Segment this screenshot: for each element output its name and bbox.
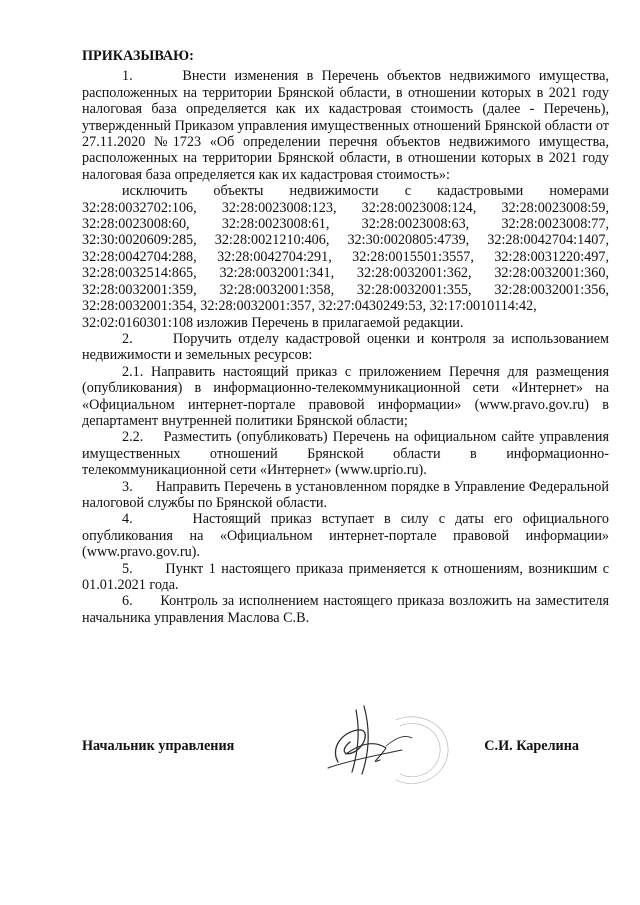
cadastral-number: 32:28:0032001:357, bbox=[200, 298, 315, 315]
cadastral-number-list bbox=[82, 200, 609, 315]
cadastral-number: 32:28:0023008:63, bbox=[361, 216, 470, 233]
cadastral-number: 32:28:0031220:497, bbox=[494, 248, 610, 265]
cadastral-number: 32:28:0032001:354, bbox=[82, 298, 197, 315]
item-3: 3. Направить Перечень в установленном порядке в Управление Федеральной налоговой службы по Брянской области. bbox=[82, 478, 609, 511]
cadastral-number: 32:28:0042704:288, bbox=[82, 248, 197, 265]
item-6: 6. Контроль за исполнением настоящего приказа возложить на заместителя начальника управления Маслова С.В. bbox=[82, 593, 609, 626]
item-1: 1. Внести изменения в Перечень объектов недвижимого имущества, расположенных на территории Брянской области, в отношении которых в 2021 году налоговая база определяется как их кадастровая стоимость (далее - Перечень), утвержденный Приказом управления имущественных отношений Брянской области от 27.11.2020 №1723 «Об определении перечня объектов недвижимого имущества, расположенных на территории Брянской области, в отношении которых в 2021 году налоговая база определяется как их кадастровая стоимость»: bbox=[82, 68, 609, 183]
cadastral-number: 32:28:0032001:355, bbox=[356, 281, 472, 298]
cadastral-number: 32:28:0023008:61, bbox=[221, 216, 330, 233]
item-2-1: 2.1. Направить настоящий приказ с приложением Перечня для размещения (опубликования) в информационно-телекоммуникационной сети «Интернет» на «Официальном интернет-портале правовой информации» (www.pravo.gov.ru) в департамент внутренней политики Брянской области; bbox=[82, 363, 609, 429]
item-2: 2. Поручить отделу кадастровой оценки и контроля за использованием недвижимости и земельных ресурсов: bbox=[82, 330, 609, 364]
cadastral-number: 32:30:0020609:285, bbox=[82, 232, 197, 249]
cadastral-number: 32:28:0042704:1407, bbox=[487, 232, 610, 249]
cadastral-number: 32:28:0023008:60, bbox=[82, 216, 190, 233]
cadastral-number: 32:28:0042704:291, bbox=[217, 248, 332, 265]
signer-name: С.И. Карелина bbox=[484, 738, 579, 754]
cadastral-number: 32:28:0032514:865, bbox=[82, 265, 197, 282]
cadastral-number: 32:28:0032001:359, bbox=[82, 281, 197, 298]
cadastral-number: 32:30:0020805:4739, bbox=[347, 232, 470, 249]
cadastral-number: 32:28:0023008:123, bbox=[221, 199, 337, 216]
cadastral-number: 32:28:0021210:406, bbox=[214, 232, 330, 249]
signer-position: Начальник управления bbox=[82, 738, 235, 754]
cadastral-number: 32:28:0032702:106, bbox=[82, 199, 197, 216]
order-document bbox=[82, 48, 609, 626]
item-5: 5. Пункт 1 настоящего приказа применяется к отношениям, возникшим с 01.01.2021 года. bbox=[82, 560, 609, 593]
cadastral-number: 32:28:0023008:77, bbox=[501, 216, 610, 233]
cadastral-number: 32:28:0032001:356, bbox=[494, 281, 609, 298]
item-2-2: 2.2. Разместить (опубликовать) Перечень на официальном сайте управления имущественных отношений Брянской области в информационно-телекоммуникационной сети «Интернет» (www.uprio.ru). bbox=[82, 429, 609, 479]
cadastral-number: 32:28:0032001:341, bbox=[219, 265, 335, 282]
exclude-intro: исключить объекты недвижимости с кадастровыми номерами bbox=[122, 183, 609, 200]
exclude-tail: 32:02:0160301:108 изложив Перечень в прилагаемой редакции. bbox=[82, 314, 464, 331]
cadastral-number: 32:28:0032001:362, bbox=[356, 265, 472, 282]
cadastral-number: 32:17:0010114:42, bbox=[429, 298, 537, 315]
order-heading: ПРИКАЗЫВАЮ: bbox=[82, 48, 194, 64]
cadastral-number: 32:28:0015501:3557, bbox=[352, 248, 474, 265]
signature-block bbox=[82, 738, 609, 758]
cadastral-number: 32:27:0430249:53, bbox=[318, 298, 427, 315]
cadastral-number: 32:28:0023008:59, bbox=[501, 199, 610, 216]
cadastral-number: 32:28:0023008:124, bbox=[361, 199, 477, 216]
cadastral-number: 32:28:0032001:360, bbox=[494, 265, 609, 282]
cadastral-number: 32:28:0032001:358, bbox=[219, 281, 335, 298]
item-4: 4. Настоящий приказ вступает в силу с даты его официального опубликования на «Официальном интернет-портале правовой информации» (www.pravo.gov.ru). bbox=[82, 511, 609, 561]
